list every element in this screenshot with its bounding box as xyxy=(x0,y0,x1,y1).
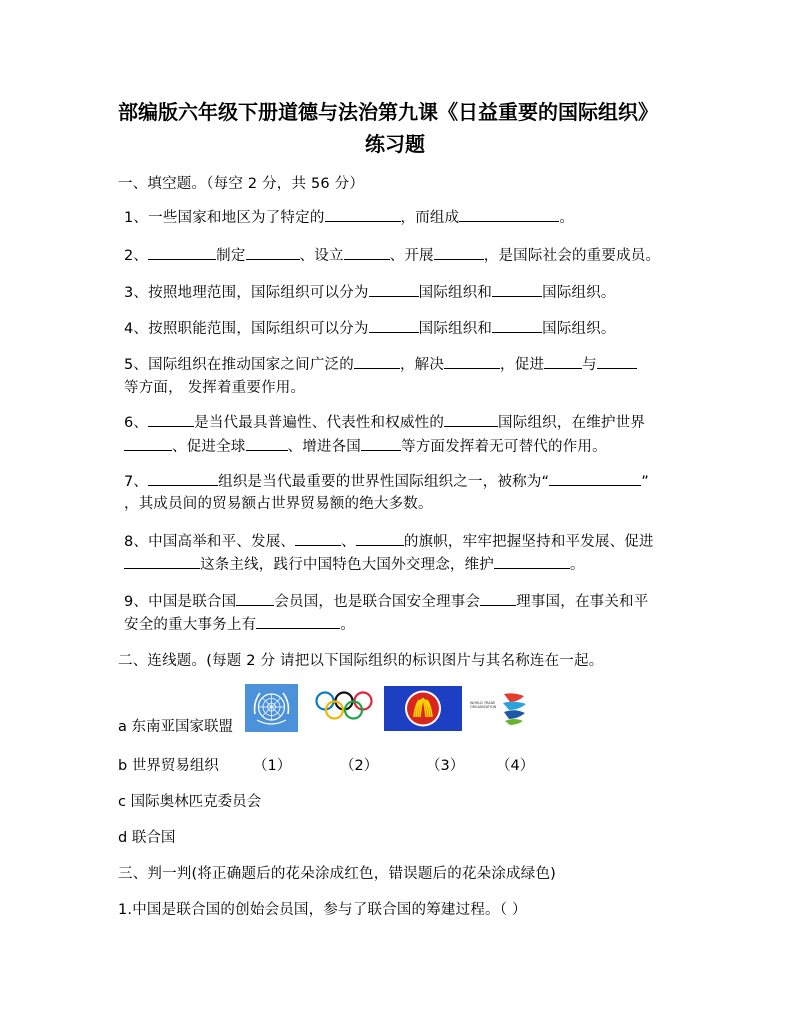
blank[interactable] xyxy=(549,471,641,486)
blank[interactable] xyxy=(344,245,390,260)
un-logo[interactable] xyxy=(245,684,298,732)
blank[interactable] xyxy=(544,354,582,369)
blank[interactable] xyxy=(356,531,404,546)
question-8-line2: 这条主线，践行中国特色大国外交理念，维护 。 xyxy=(124,553,585,574)
blank[interactable] xyxy=(444,354,500,369)
question-5: 5、国际组织在推动国家之间广泛的 ，解决 ，促进 与 xyxy=(124,353,637,374)
blank[interactable] xyxy=(295,531,341,546)
asean-logo[interactable] xyxy=(384,686,462,731)
match-name-c[interactable]: c 国际奥林匹克委员会 xyxy=(118,794,262,810)
blank[interactable] xyxy=(148,471,218,486)
question-6: 6、 是当代最具普遍性、代表性和权威性的 国际组织，在维护世界 xyxy=(124,411,645,432)
question-2: 2、 制定 、设立 、开展 ，是国际社会的重要成员。 xyxy=(124,244,660,265)
section3-heading: 三、判一判(将正确题后的花朵涂成红色，错误题后的花朵涂成绿色) xyxy=(118,866,557,882)
logo-number-4: （4） xyxy=(496,758,535,774)
logo-number-2: （2） xyxy=(340,758,379,774)
page-title: 部编版六年级下册道德与法治第九课《日益重要的国际组织》 xyxy=(118,100,658,124)
logo-number-1: （1） xyxy=(253,758,292,774)
blank[interactable] xyxy=(256,614,340,629)
blank[interactable] xyxy=(124,436,172,451)
question-9: 9、中国是联合国 会员国，也是联合国安全理事会 理事国，在事关和平 xyxy=(124,590,648,611)
blank[interactable] xyxy=(434,245,484,260)
blank[interactable] xyxy=(459,207,559,222)
question-5-line2: 等方面， 发挥着重要作用。 xyxy=(124,380,306,396)
blank[interactable] xyxy=(246,245,300,260)
question-6-line2: 、促进全球 、增进各国 等方面发挥着无可替代的作用。 xyxy=(124,435,607,456)
asean-emblem-icon xyxy=(384,686,462,731)
blank[interactable] xyxy=(369,282,419,297)
blank[interactable] xyxy=(236,591,274,606)
olympic-rings-logo[interactable] xyxy=(314,690,374,722)
logo-number-3: （3） xyxy=(426,758,465,774)
un-emblem-icon xyxy=(245,684,298,732)
blank[interactable] xyxy=(148,245,216,260)
blank[interactable] xyxy=(361,436,401,451)
blank[interactable] xyxy=(480,591,516,606)
wto-logo[interactable] xyxy=(470,686,530,726)
question-9-line2: 安全的重大事务上有 。 xyxy=(124,613,355,634)
blank[interactable] xyxy=(246,436,288,451)
wto-text-1: WORLD TRADE xyxy=(470,701,496,705)
blank[interactable] xyxy=(492,282,542,297)
blank[interactable] xyxy=(492,318,542,333)
blank[interactable] xyxy=(148,412,194,427)
olympic-rings-icon xyxy=(314,690,374,722)
question-8: 8、中国高举和平、发展、 、 的旗帜，牢牢把握坚持和平发展、促进 xyxy=(124,530,654,551)
wto-emblem-icon xyxy=(470,686,530,726)
blank[interactable] xyxy=(124,554,200,569)
judge-question-1: 1.中国是联合国的创始会员国，参与了联合国的筹建过程。（ ） xyxy=(118,902,527,918)
section2-heading: 二、连线题。(每题 2 分 请把以下国际组织的标识图片与其名称连在一起。 xyxy=(118,653,604,669)
question-1: 1、一些国家和地区为了特定的 ，而组成 。 xyxy=(124,206,574,227)
blank[interactable] xyxy=(597,354,637,369)
page-subtitle: 练习题 xyxy=(365,132,425,156)
question-3: 3、按照地理范围，国际组织可以分为 国际组织和 国际组织。 xyxy=(124,281,616,302)
question-4: 4、按照职能范围，国际组织可以分为 国际组织和 国际组织。 xyxy=(124,317,616,338)
blank[interactable] xyxy=(325,207,401,222)
question-7-line2: ，其成员间的贸易额占世界贸易额的绝大多数。 xyxy=(124,496,433,512)
blank[interactable] xyxy=(354,354,400,369)
blank[interactable] xyxy=(494,554,570,569)
section1-heading: 一、填空题。（每空 2 分，共 56 分） xyxy=(118,176,365,192)
match-name-b[interactable]: b 世界贸易组织 xyxy=(118,758,219,774)
blank[interactable] xyxy=(369,318,419,333)
wto-text-2: ORGANIZATION xyxy=(470,705,497,709)
blank[interactable] xyxy=(444,412,498,427)
question-7: 7、 组织是当代最重要的世界性国际组织之一，被称为“ ” xyxy=(124,470,649,491)
match-name-d[interactable]: d 联合国 xyxy=(118,830,176,846)
match-name-a[interactable]: a 东南亚国家联盟 xyxy=(118,719,233,735)
